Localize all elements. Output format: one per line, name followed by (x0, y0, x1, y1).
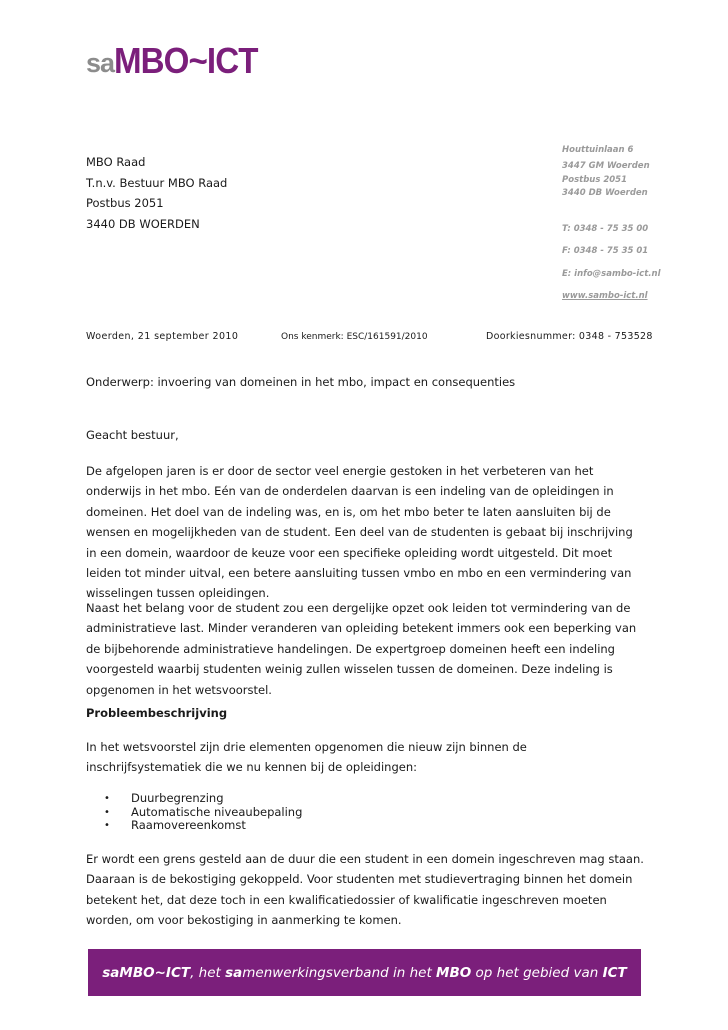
list-item (104, 792, 302, 806)
sender-phone: T: 0348 - 75 35 00 (562, 224, 649, 234)
paragraph-line: inschrijfsystematiek die we nu kennen bij de opleidingen: (86, 760, 417, 775)
list-item (104, 819, 302, 833)
reference-doorkies: Doorkiesnummer: 0348 - 753528 (486, 331, 653, 342)
paragraph-line: onderwijs in het mbo. Eén van de onderdelen daarvan is een indeling van de opleidingen in (86, 484, 614, 499)
bullet-icon: • (104, 820, 110, 832)
recipient-line: MBO Raad (86, 155, 146, 169)
subject-text: Onderwerp: invoering van domeinen in het mbo, impact en consequenties (86, 375, 516, 389)
paragraph-1 (86, 461, 646, 604)
paragraph-line: wensen en mogelijkheden van de student. Een deel van de studenten is gebaat bij inschrijving (86, 525, 633, 540)
footer-text-part: op het gebied van (471, 964, 603, 981)
bullet-list (104, 792, 302, 833)
sambo-ict-logo (86, 40, 270, 81)
footer-text (102, 965, 626, 981)
bullet-icon: • (104, 806, 110, 818)
paragraph-4 (86, 849, 646, 931)
footer-banner (88, 949, 641, 996)
paragraph-line: Er wordt een grens gesteld aan de duur die een student in een domein ingeschreven mag staan. (86, 852, 644, 866)
list-item-label: Duurbegrenzing (131, 791, 224, 805)
paragraph-line: wisselingen tussen opleidingen. (86, 586, 270, 601)
bullet-icon: • (104, 793, 110, 804)
footer-text-part: , het (190, 964, 226, 981)
list-item-label: Raamovereenkomst (131, 818, 246, 833)
sender-pobox: Postbus 2051 (562, 175, 628, 185)
sender-street: Houttuinlaan 6 (562, 145, 634, 155)
paragraph-3 (86, 737, 646, 778)
logo-main: MBO~ICT (114, 40, 258, 81)
recipient-line: Postbus 2051 (86, 196, 164, 210)
logo-prefix: sa (86, 48, 115, 78)
sender-fax: F: 0348 - 75 35 01 (562, 246, 649, 256)
paragraph-line: worden, om voor bekostiging in aanmerking te komen. (86, 913, 402, 928)
subject-line (86, 372, 646, 392)
paragraph-line: In het wetsvoorstel zijn drie elementen opgenomen die nieuw zijn binnen de (86, 740, 527, 754)
sender-pocity: 3440 DB Woerden (562, 188, 648, 198)
footer-text-part: menwerkingsverband in het (242, 964, 437, 981)
paragraph-line: opgenomen in het wetsvoorstel. (86, 682, 272, 697)
salutation-text: Geacht bestuur, (86, 428, 179, 442)
paragraph-line: Daaraan is de bekostiging gekoppeld. Voor studenten met studievertraging binnen het domein (86, 872, 633, 887)
footer-mbo: MBO (436, 964, 472, 981)
recipient-line: 3440 DB WOERDEN (86, 216, 200, 231)
footer-brand: saMBO~ICT (102, 964, 191, 981)
paragraph-line: administratieve last. Minder veranderen van opleiding betekent immers ook een beperking van (86, 621, 637, 636)
sender-website-link[interactable]: www.sambo-ict.nl (562, 291, 648, 301)
list-item (104, 806, 302, 820)
paragraph-line: voorgesteld waarbij studenten weinig zullen wisselen tussen de domeinen. Deze indeling is (86, 662, 613, 677)
paragraph-line: De afgelopen jaren is er door de sector veel energie gestoken in het verbeteren van het (86, 464, 594, 478)
paragraph-line: de bijbehorende administratieve handelingen. De expertgroep domeinen heeft een indeling (86, 641, 615, 656)
footer-sa: sa (225, 964, 243, 981)
paragraph-line: domeinen. Het doel van de indeling was, en is, om het mbo beter te laten aansluiten bij de (86, 504, 611, 519)
paragraph-line: leiden tot minder uitval, een betere aansluiting tussen vmbo en mbo en een vermindering van (86, 566, 632, 581)
paragraph-line: Naast het belang voor de student zou een dergelijke opzet ook leiden tot vermindering van de (86, 601, 631, 615)
recipient-line: T.n.v. Bestuur MBO Raad (86, 175, 228, 190)
list-item-label: Automatische niveaubepaling (131, 804, 303, 819)
salutation (86, 425, 646, 445)
footer-ict: ICT (602, 964, 627, 981)
sender-city: 3447 GM Woerden (562, 161, 650, 171)
section-heading: Probleembeschrijving (86, 706, 228, 720)
reference-kenmerk: Ons kenmerk: ESC/161591/2010 (281, 332, 428, 342)
sender-email: E: info@sambo-ict.nl (562, 269, 661, 279)
recipient-address (86, 152, 227, 234)
paragraph-line: in een domein, waardoor de keuze voor een specifieke opleiding wordt uitgesteld. Dit moet (86, 545, 613, 560)
paragraph-line: betekent het, dat deze toch in een kwalificatiedossier of kwalificatie ingeschreven moeten (86, 892, 607, 907)
letter-date: Woerden, 21 september 2010 (86, 331, 239, 342)
paragraph-2 (86, 598, 646, 700)
